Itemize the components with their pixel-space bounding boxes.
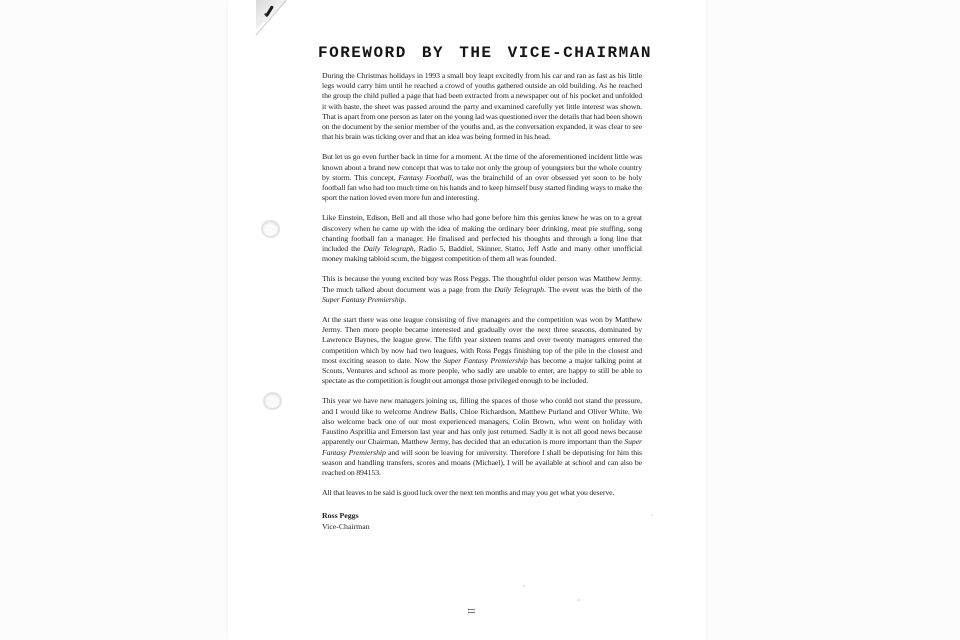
text-segment: At the start there was one league consisting of five managers and the competition was won by Matthew Jermy. Then more people became interested and gradually over the next three seasons, dominated by Lawrence Baynes, the league grew. The fifth year sixteen teams and over twenty managers entered the competition which by now had two leagues, with Ross Peggs finishing top of the pile in the closest and most exciting season to date. Now the xyxy=(322,315,642,365)
text-segment: All that leaves to be said is good luck over the next ten months and may you get what you deserve. xyxy=(322,488,615,498)
text-segment: This year we have new managers joining us, filling the spaces of those who could not stand the pressure, and I would like to welcome Andrew Balls, Chloe Richardson, Matthew Purland and Oliver White. We also welcome back one of our most experienced managers, Colin Brown, who went on holiday with Faustino Asprillia and Emerson last year and has only just returned. Sadly it is not all good news because apparently our Chairman, Matthew Jermy, has decided that an education is more important than the xyxy=(322,396,642,447)
text-segment: . xyxy=(404,294,407,304)
text-segment: This is because the young excited boy was Ross Peggs. The thoughtful older person was Matthew Jermy. The much talked about document was a page from the xyxy=(322,274,642,294)
hole-punch-icon xyxy=(261,220,280,238)
italic-phrase: Daily Telegraph xyxy=(363,244,414,254)
scan-speck xyxy=(523,585,525,587)
document-body xyxy=(318,44,652,532)
signature-name: Ross Peggs xyxy=(322,511,359,521)
scan-speck xyxy=(651,514,653,516)
paragraph xyxy=(322,315,642,386)
italic-phrase: Super Fantasy Premiership xyxy=(322,437,642,457)
signature-role: Vice-Chairman xyxy=(322,521,370,531)
paragraph xyxy=(322,71,642,142)
italic-phrase: Daily Telegraph xyxy=(494,284,544,294)
text-segment: But let us go even further back in time for a moment. At the time of the aforementioned incident little was known about a brand new concept that was to take not only the group of youngsters but the whole country by storm. This concept, xyxy=(322,152,642,182)
text-segment: . The event was the birth of the xyxy=(543,284,642,294)
hole-punch-icon xyxy=(263,392,282,410)
italic-phrase: Fantasy Football xyxy=(398,172,452,182)
scanned-page xyxy=(228,0,706,640)
scan-speck xyxy=(577,599,580,601)
paragraph xyxy=(322,488,642,498)
page-title: FOREWORD BY THE VICE-CHAIRMAN xyxy=(318,44,652,62)
page-number: II xyxy=(466,608,476,614)
paragraph xyxy=(322,396,642,478)
italic-phrase: Super Fantasy Premiership xyxy=(322,294,405,304)
text-segment: has become a major talking point at Scouts, Ventures and school as more people, who sadly are unable to enter, are happy to still be able to spectate as the competition is fought out amongst those privileged enough to be included. xyxy=(322,355,642,386)
paragraph xyxy=(322,213,642,264)
folded-corner-mark xyxy=(256,0,290,40)
paragraph xyxy=(322,274,642,305)
text-segment: , Radio 5, Baddiel, Skinner, Statto, Jeff Astle and many other unofficial money making tabloid scum, the biggest competition of them all was founded. xyxy=(322,244,643,264)
paragraph xyxy=(322,152,642,203)
text-segment: During the Christmas holidays in 1993 a small boy leapt excitedly from his car and ran as fast as his little legs would carry him until he reached a crowd of youths gathered outside an old building. As he reached the group the child pulled a page that had been extracted from a newspaper out of his pocket and unfolded it with haste, the sheet was passed around the party and examined carefully yet little interest was shown. That is apart from one person as later on the young lad was questioned over the details that had been shown on the document by the senior member of the youths and, as the conversation expanded, it was clear to see that his brain was ticking over and that an idea was being formed in his head. xyxy=(322,71,642,142)
signature-block xyxy=(322,511,642,532)
text-segment: , was the brainchild of an over obsessed yet soon to be holy football fan who had too much time on his hands and to keep himself busy started finding ways to make the sport the nation loved even more fun and interesting. xyxy=(322,172,642,203)
text-segment: Like Einstein, Edison, Bell and all those who had gone before him this genius knew he was on to a great discovery when he came up with the idea of making the ordinary beer drinking, meat pie stuffing, song chanting football fan a manager. He finalised and perfected his thoughts and through a long line that included the xyxy=(322,213,642,254)
text-segment: and will soon be leaving for university. Therefore I shall be deputising for him this season and handling transfers, scores and moans (Michael), I will be available at school and can also be reached on 894153. xyxy=(322,447,642,477)
italic-phrase: Super Fantasy Premiership xyxy=(443,355,528,365)
